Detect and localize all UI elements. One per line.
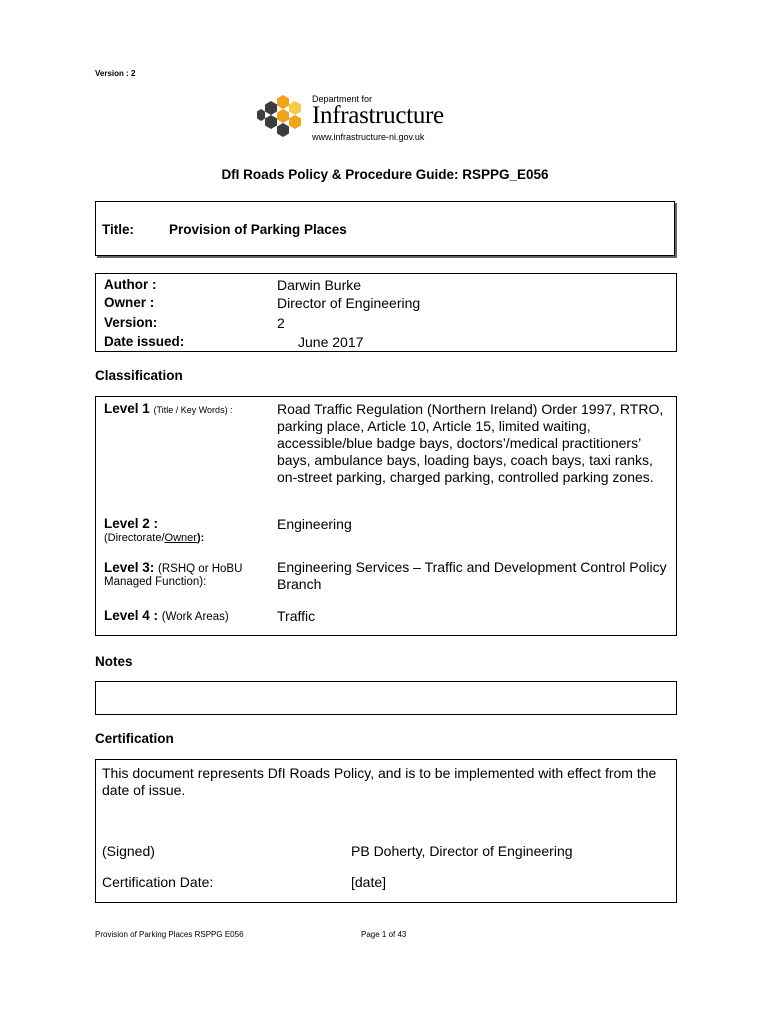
certification-date-label: Certification Date: [102, 874, 214, 890]
level2-note [104, 532, 204, 544]
signed-label: (Signed) [102, 843, 155, 859]
level2-note-owner: Owner [164, 532, 197, 544]
page-title: DfI Roads Policy & Procedure Guide: RSPPG_E056 [221, 167, 549, 182]
level3-note-a: (RSHQ or HoBU [158, 563, 243, 575]
footer-page-number: Page 1 of 43 [361, 930, 407, 939]
certification-heading: Certification [95, 731, 174, 746]
document-meta-box [95, 273, 677, 352]
notes-box [95, 681, 677, 715]
department-logo [257, 92, 477, 142]
title-value: Provision of Parking Places [169, 222, 347, 237]
level4-label [104, 608, 229, 623]
author-label: Author : [104, 277, 157, 292]
level2-value: Engineering [277, 516, 352, 532]
logo-url: www.infrastructure-ni.gov.uk [312, 132, 425, 142]
level1-note: (Title / Key Words) : [153, 405, 233, 415]
level3-value: Engineering Services – Traffic and Development Control Policy Branch [277, 559, 667, 592]
classification-box [95, 396, 677, 636]
owner-label: Owner : [104, 295, 155, 310]
level1-label [104, 401, 233, 416]
owner-value: Director of Engineering [277, 295, 421, 311]
level2-note-c: ): [196, 532, 205, 544]
author-value: Darwin Burke [277, 277, 362, 293]
level4-title: Level 4 : [104, 608, 159, 623]
notes-heading: Notes [95, 654, 133, 669]
level2-label: Level 2 : [104, 516, 159, 531]
level3-note-b: Managed Function): [104, 576, 207, 588]
logo-infrastructure-text: Infrastructure [312, 102, 444, 129]
title-label: Title: [102, 222, 135, 237]
level1-title: Level 1 [104, 401, 150, 416]
level2-note-a: (Directorate/ [104, 532, 165, 544]
date-issued-label: Date issued: [104, 334, 185, 349]
title-box [95, 201, 675, 256]
signed-value: PB Doherty, Director of Engineering [351, 843, 573, 859]
certification-text: This document represents DfI Roads Policy, and is to be implemented with effect from the date of issue. [102, 765, 657, 798]
certification-date-value: [date] [351, 874, 387, 890]
version-field-label: Version: [104, 315, 158, 330]
level3-title: Level 3: [104, 560, 155, 575]
certification-box [95, 759, 677, 903]
footer-document-name: Provision of Parking Places RSPPG E056 [95, 930, 244, 939]
logo-department-text: Department for [312, 94, 373, 104]
classification-heading: Classification [95, 368, 183, 383]
level4-value: Traffic [277, 608, 316, 624]
version-value: 2 [277, 315, 285, 331]
version-label: Version : 2 [95, 69, 136, 78]
level4-note: (Work Areas) [161, 611, 229, 623]
date-issued-value: June 2017 [298, 334, 364, 350]
level3-label [104, 560, 242, 575]
level1-value: Road Traffic Regulation (Northern Ireland) Order 1997, RTRO, parking place, Article 10, Article 15, limited waiting, accessible/blue badge bays, doctors’/medical practitioners’ bays, ambulance bays, loading bays, coach bays, taxi ranks, on-street parking, charged parking, controlled parking zones. [277, 401, 664, 485]
hexagon-logo-icon [257, 92, 307, 142]
